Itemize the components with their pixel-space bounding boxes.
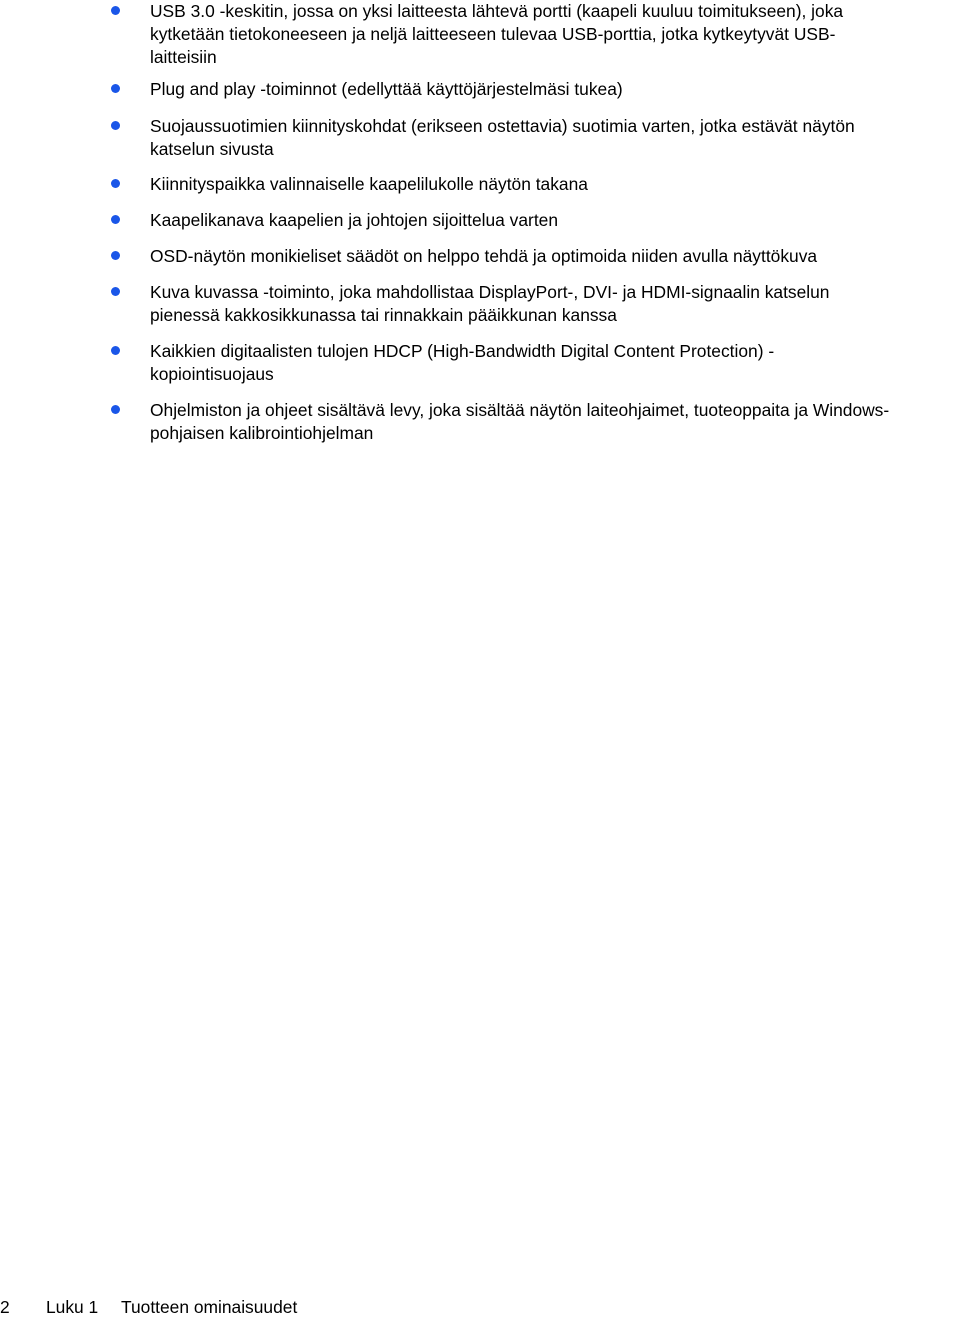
list-item-line: kopiointisuojaus xyxy=(150,364,274,384)
chapter-label: Luku 1 xyxy=(46,1297,99,1317)
list-item-text xyxy=(150,115,950,161)
bullet-icon xyxy=(111,84,120,93)
bullet-icon xyxy=(111,179,120,188)
bullet-icon xyxy=(111,215,120,224)
list-item-line: Kuva kuvassa -toiminto, joka mahdollistaa DisplayPort-, DVI- ja HDMI-signaalin katselun xyxy=(150,282,830,302)
list-item-line: laitteisiin xyxy=(150,47,217,67)
bullet-icon xyxy=(111,251,120,260)
bullet-icon xyxy=(111,6,120,15)
list-item-line: Kaapelikanava kaapelien ja johtojen sijoittelua varten xyxy=(150,210,558,230)
bullet-icon xyxy=(111,346,120,355)
list-item-text xyxy=(150,173,950,196)
list-item-line: Kiinnityspaikka valinnaiselle kaapelilukolle näytön takana xyxy=(150,174,588,194)
bullet-icon xyxy=(111,121,120,130)
bullet-icon xyxy=(111,287,120,296)
list-item-line: katselun sivusta xyxy=(150,139,274,159)
list-item-text xyxy=(150,78,950,101)
list-item-text xyxy=(150,281,950,327)
list-item-text xyxy=(150,209,950,232)
list-item-text xyxy=(150,0,950,69)
list-item-line: pienessä kakkosikkunassa tai rinnakkain pääikkunan kanssa xyxy=(150,305,617,325)
list-item-line: Suojaussuotimien kiinnityskohdat (erikseen ostettavia) suotimia varten, jotka estävät näytön xyxy=(150,116,855,136)
list-item-text xyxy=(150,399,950,445)
list-item-line: Kaikkien digitaalisten tulojen HDCP (High-Bandwidth Digital Content Protection) - xyxy=(150,341,775,361)
chapter-title: Tuotteen ominaisuudet xyxy=(121,1297,298,1317)
list-item-line: pohjaisen kalibrointiohjelman xyxy=(150,423,374,443)
page-number: 2 xyxy=(0,1297,10,1317)
page-footer xyxy=(0,1296,960,1320)
list-item-line: Ohjelmiston ja ohjeet sisältävä levy, joka sisältää näytön laiteohjaimet, tuoteoppaita ja Windows- xyxy=(150,400,890,420)
list-item-text xyxy=(150,340,950,386)
list-item-line: Plug and play -toiminnot (edellyttää käyttöjärjestelmäsi tukea) xyxy=(150,79,623,99)
list-item-line: kytketään tietokoneeseen ja neljä laitteeseen tulevaa USB-porttia, jotka kytkeytyvät USB- xyxy=(150,24,836,44)
list-item-line: USB 3.0 -keskitin, jossa on yksi laitteesta lähtevä portti (kaapeli kuuluu toimitukseen), joka xyxy=(150,1,844,21)
list-item-text xyxy=(150,245,950,268)
bullet-icon xyxy=(111,405,120,414)
list-item-line: OSD-näytön monikieliset säädöt on helppo tehdä ja optimoida niiden avulla näyttökuva xyxy=(150,246,818,266)
